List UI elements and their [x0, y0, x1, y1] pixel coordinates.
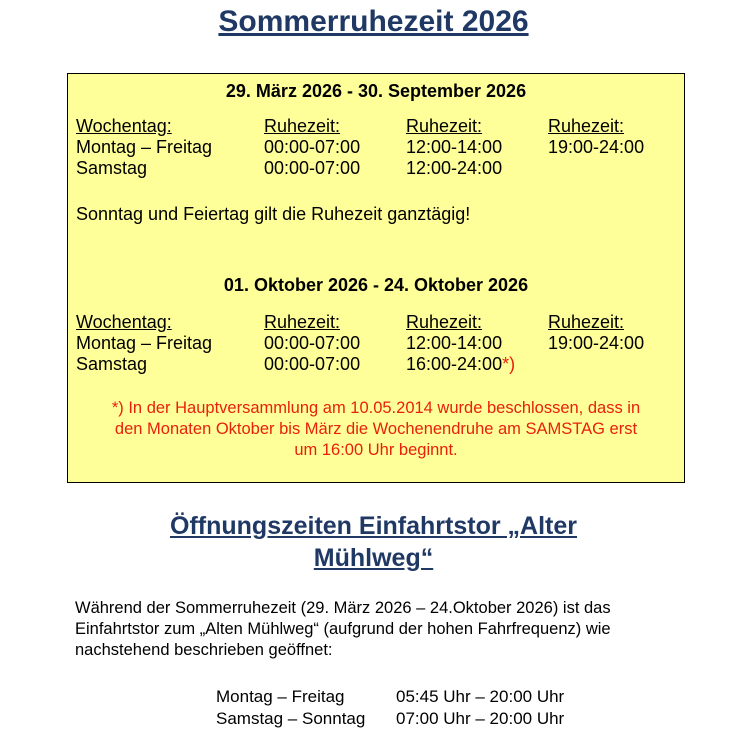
- time-cell: 00:00-07:00: [264, 333, 361, 353]
- quiet-time-header: Ruhezeit:: [264, 116, 341, 136]
- opening-hours-row: [0, 708, 747, 730]
- gate-paragraph: [75, 598, 715, 661]
- period-1-header-row: [68, 115, 684, 137]
- table-row: [68, 353, 684, 375]
- weekday-cell: Samstag: [76, 158, 148, 178]
- weekday-cell: Montag – Freitag: [76, 137, 213, 157]
- weekday-cell: Samstag: [76, 354, 148, 374]
- time-cell: 00:00-07:00: [264, 158, 361, 178]
- opening-hours-row: [0, 686, 747, 708]
- quiet-time-header: Ruhezeit:: [406, 312, 483, 332]
- paragraph-line: Während der Sommerruhezeit (29. März 2026 – 24.Oktober 2026) ist das: [75, 599, 611, 617]
- period-1-heading: 29. März 2026 - 30. September 2026: [225, 81, 527, 101]
- time-cell: 19:00-24:00: [548, 137, 645, 157]
- time-cell: 12:00-24:00: [406, 158, 503, 178]
- weekday-header: Wochentag:: [76, 312, 172, 332]
- footnote-mark: *): [502, 354, 516, 374]
- paragraph-line: Einfahrtstor zum „Alten Mühlweg“ (aufgrund der hohen Fahrfrequenz) wie: [75, 620, 611, 638]
- gate-title-line: Öffnungszeiten Einfahrtstor „Alter: [170, 512, 577, 540]
- opening-time: 07:00 Uhr – 20:00 Uhr: [396, 709, 565, 728]
- sunday-holiday-note: Sonntag und Feiertag gilt die Ruhezeit ganztägig!: [76, 204, 471, 224]
- footnote-line: den Monaten Oktober bis März die Wochenendruhe am SAMSTAG erst: [114, 420, 638, 438]
- time-cell: 19:00-24:00: [548, 333, 645, 353]
- page-title: Sommerruhezeit 2026: [218, 5, 529, 38]
- weekday-header: Wochentag:: [76, 116, 172, 136]
- quiet-time-header: Ruhezeit:: [548, 116, 625, 136]
- period-2-heading: 01. Oktober 2026 - 24. Oktober 2026: [223, 275, 529, 295]
- table-row: [68, 332, 684, 354]
- time-cell: 12:00-14:00: [406, 137, 503, 157]
- quiet-hours-box: [67, 73, 685, 483]
- table-row: [68, 157, 684, 179]
- quiet-time-header: Ruhezeit:: [548, 312, 625, 332]
- time-cell: 00:00-07:00: [264, 354, 361, 374]
- time-value: 16:00-24:00: [406, 354, 503, 374]
- gate-title-line: Mühlweg“: [313, 544, 434, 572]
- table-row: [68, 136, 684, 158]
- opening-days: Montag – Freitag: [216, 687, 345, 706]
- time-cell-with-footnote: [406, 353, 515, 375]
- gate-title: [0, 510, 747, 574]
- weekday-cell: Montag – Freitag: [76, 333, 213, 353]
- time-cell: 12:00-14:00: [406, 333, 503, 353]
- opening-time: 05:45 Uhr – 20:00 Uhr: [396, 687, 565, 706]
- paragraph-line: nachstehend beschrieben geöffnet:: [75, 641, 333, 659]
- time-cell: 00:00-07:00: [264, 137, 361, 157]
- quiet-time-header: Ruhezeit:: [406, 116, 483, 136]
- footnote-line: *) In der Hauptversammlung am 10.05.2014 wurde beschlossen, dass in: [111, 399, 641, 417]
- footnote-line: um 16:00 Uhr beginnt.: [294, 441, 458, 459]
- period-2-header-row: [68, 311, 684, 333]
- quiet-time-header: Ruhezeit:: [264, 312, 341, 332]
- opening-days: Samstag – Sonntag: [216, 709, 366, 728]
